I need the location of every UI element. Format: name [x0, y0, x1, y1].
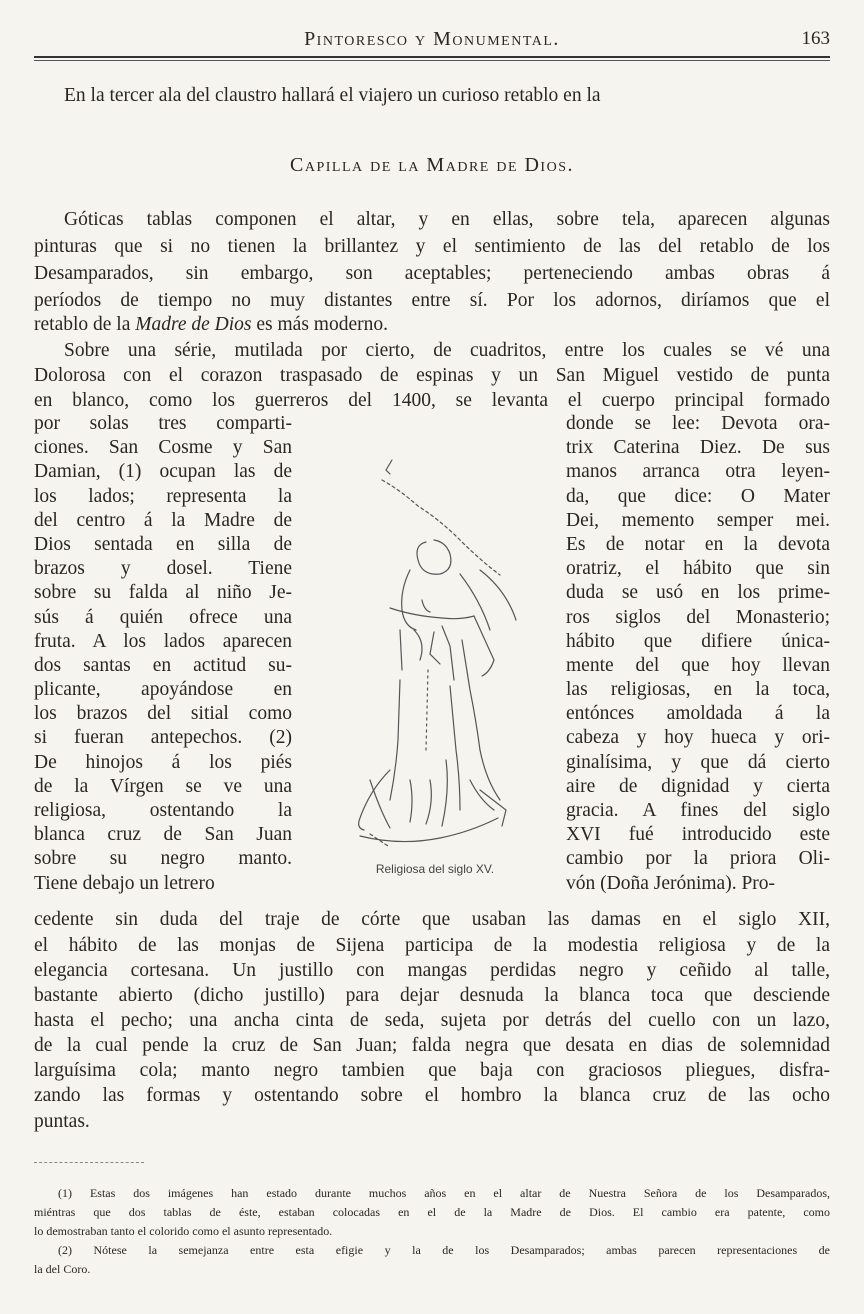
column-line: brazos y dosel. Tiene [34, 558, 292, 580]
text-run: es más moderno. [251, 314, 388, 335]
footnote-line: (2) Nótese la semejanza entre esta efigie y la de los Desamparados; ambas parecen representaciones de [58, 1243, 830, 1257]
column-line: sús á quién ofrece una [34, 606, 292, 628]
text-line: cedente sin duda del traje de córte que usaban las damas en el siglo XII, [34, 909, 830, 930]
text-line [34, 313, 830, 337]
text-line: larguísima cola; manto negro tambien que baja con graciosos pliegues, disfra- [34, 1060, 830, 1081]
column-line: ros siglos del Monasterio; [566, 606, 830, 628]
section-heading: Capilla de la Madre de Dios. [290, 154, 574, 176]
header-rule-thin [34, 60, 830, 61]
right-text-column [566, 412, 830, 896]
column-line: por solas tres comparti- [34, 413, 292, 434]
column-line: donde se lee: Devota ora- [566, 413, 830, 434]
column-line: Dios sentada en silla de [34, 533, 292, 555]
column-line: Damian, (1) ocupan las de [34, 461, 292, 483]
column-line: aire de dignidad y cierta [566, 775, 830, 797]
column-line: trix Caterina Diez. De sus [566, 437, 830, 459]
column-line: dos santas en actitud su- [34, 654, 292, 676]
column-line: Tiene debajo un letrero [34, 872, 215, 894]
text-line: el hábito de las monjas de Sijena participa de la modestia religiosa y de la [34, 935, 830, 956]
column-line: Dei, memento semper mei. [566, 509, 830, 531]
text-line: puntas. [34, 1111, 90, 1132]
column-line: blanca cruz de San Juan [34, 824, 292, 846]
column-line: manos arranca otra leyen- [566, 461, 830, 483]
text-line: elegancia cortesana. Un justillo con mangas perdidas negro y ceñido al talle, [34, 960, 830, 981]
column-line: de la Vírgen se ve una [34, 775, 292, 797]
column-line: sobre su negro manto. [34, 848, 292, 870]
text-line: períodos de tiempo no muy distantes entre sí. Por los adornos, diríamos que el [34, 290, 830, 311]
column-line: sobre su falda al niño Je- [34, 582, 292, 604]
column-line: del centro á la Madre de [34, 509, 292, 531]
text-line: pinturas que si no tienen la brillantez y el sentimiento de las del retablo de los [34, 236, 830, 257]
column-line: plicante, apoyándose en [34, 679, 292, 701]
footnote-separator [34, 1162, 144, 1163]
column-line: ciones. San Cosme y San [34, 437, 292, 459]
text-line: Góticas tablas componen el altar, y en ellas, sobre tela, aparecen algunas [64, 209, 830, 230]
header-rule [34, 56, 830, 58]
column-line: si fueran antepechos. (2) [34, 727, 292, 749]
running-title: Pintoresco y Monumental. [304, 28, 560, 50]
text-line: Sobre una série, mutilada por cierto, de cuadritos, entre los cuales se vé una [64, 340, 830, 361]
column-line: entónces amoldada á la [566, 703, 830, 725]
footnote-line: (1) Estas dos imágenes han estado durante muchos años en el altar de Nuestra Señora de los Desamparados, [58, 1186, 830, 1200]
page-header [34, 26, 830, 54]
column-line: los brazos del sitial como [34, 703, 292, 725]
footnote-line: la del Coro. [34, 1262, 91, 1276]
column-line: da, que dice: O Mater [566, 485, 830, 507]
text-line: bastante abierto (dicho justillo) para dejar desnuda la blanca toca que desciende [34, 985, 830, 1006]
column-line: religiosa, ostentando la [34, 800, 292, 821]
text-line: de la cual pende la cruz de San Juan; falda negra que desata en dias de solemnidad [34, 1035, 830, 1056]
text-line: Dolorosa con el corazon traspasado de espinas y un San Miguel vestido de punta [34, 365, 830, 386]
column-line: ginalísima, y que dá cierto [566, 751, 830, 773]
column-line: XVI fué introducido este [566, 824, 830, 846]
figure-caption: Religiosa del siglo XV. [375, 862, 495, 876]
column-line: los lados; representa la [34, 485, 292, 507]
column-line: mente del que hoy llevan [566, 654, 830, 676]
column-line: duda se usó en los prime- [566, 582, 830, 604]
column-line: Es de notar en la devota [566, 533, 830, 555]
text-line: Desamparados, sin embargo, son aceptables; perteneciendo ambas obras á [34, 263, 830, 284]
text-line: zando las formas y ostentando sobre el hombro la blanca cruz de las ocho [34, 1085, 830, 1106]
nun-illustration [330, 450, 530, 860]
intro-line: En la tercer ala del claustro hallará el viajero un curioso retablo en la [64, 85, 601, 106]
nun-figure-drawing [330, 450, 530, 860]
left-text-column [34, 412, 292, 896]
text-run: retablo de la [34, 314, 136, 335]
footnotes [34, 1184, 830, 1279]
column-line: cabeza y hoy hueca y ori- [566, 727, 830, 749]
italic-run: Madre de Dios [135, 314, 252, 335]
footnote-line: miéntras que dos tablas de éste, estaban colocadas en el de la Madre de Dios. El cambio era patente, como [34, 1205, 830, 1219]
column-line: cambio por la priora Oli- [566, 848, 830, 870]
footnote-line: lo demostraban tanto el colorido como el asunto representado. [34, 1224, 333, 1238]
column-line: oratriz, el hábito que sin [566, 558, 830, 580]
text-line: en blanco, como los guerreros del 1400, se levanta el cuerpo principal formado [34, 390, 830, 411]
page-number: 163 [801, 28, 830, 49]
column-line: De hinojos á los piés [34, 751, 292, 773]
column-line: hábito que difiere única- [566, 630, 830, 652]
column-line: fruta. A los lados aparecen [34, 630, 292, 652]
text-line: hasta el pecho; una ancha cinta de seda, sujeta por detrás del cuello con un lazo, [34, 1010, 830, 1031]
column-line: gracia. A fines del siglo [566, 800, 830, 821]
column-line: las religiosas, en la toca, [566, 679, 830, 701]
column-line: vón (Doña Jerónima). Pro- [566, 872, 776, 894]
